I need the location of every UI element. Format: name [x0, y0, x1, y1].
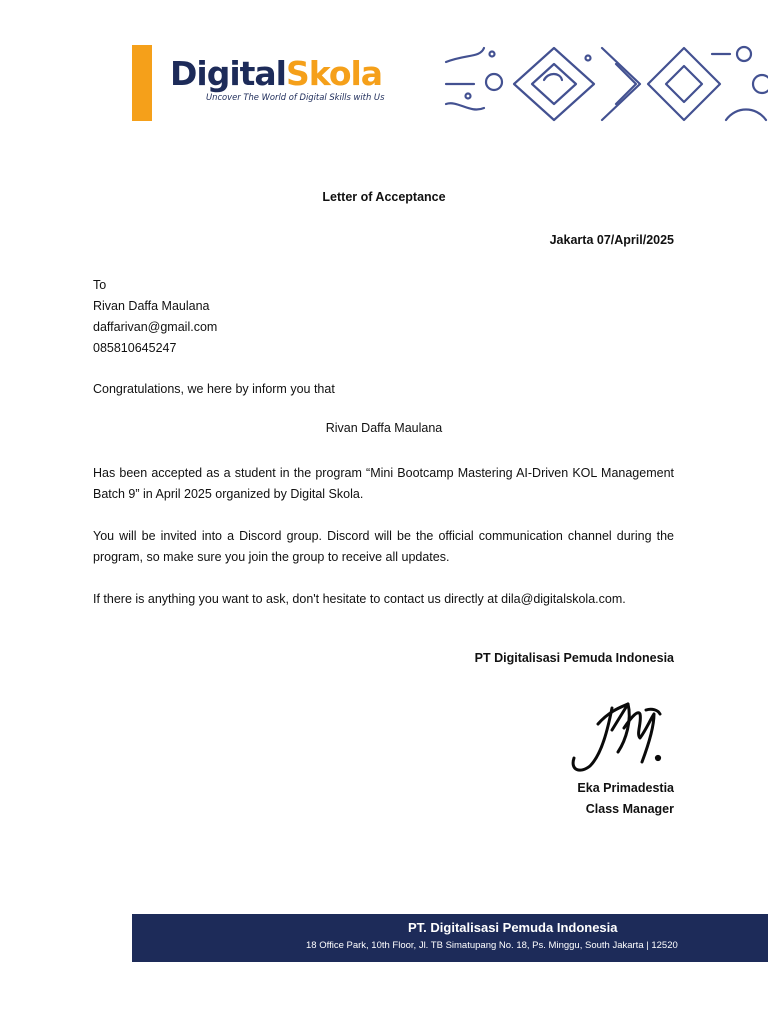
- greeting-text: Congratulations, we here by inform you that: [93, 382, 335, 396]
- student-name: Rivan Daffa Maulana: [325, 421, 443, 435]
- handwritten-signature: [528, 680, 718, 790]
- footer-band: [132, 914, 768, 962]
- logo-accent-bar: [132, 45, 152, 121]
- footer-address: 18 Office Park, 10th Floor, Jl. TB Simatupang No. 18, Ps. Minggu, South Jakarta | 12520: [306, 940, 678, 951]
- signing-company: PT Digitalisasi Pemuda Indonesia: [474, 651, 674, 665]
- signer-title: Class Manager: [585, 802, 674, 816]
- footer-company-name: PT. Digitalisasi Pemuda Indonesia: [408, 920, 618, 935]
- signer-block: [577, 778, 674, 820]
- recipient-phone: 085810645247: [93, 341, 177, 355]
- acceptance-paragraph: Has been accepted as a student in the program “Mini Bootcamp Mastering AI-Driven KOL Management Batch 9” in April 2025 organized by Digital Skola.: [93, 466, 674, 501]
- recipient-email: daffarivan@gmail.com: [93, 320, 218, 334]
- contact-paragraph: If there is anything you want to ask, don't hesitate to contact us directly at dila@digitalskola.com.: [93, 592, 626, 606]
- discord-paragraph: You will be invited into a Discord group. Discord will be the official communication channel during the program, so make sure you join the group to receive all updates.: [93, 529, 674, 564]
- digitalskola-logo: [170, 56, 430, 116]
- letter-title: Letter of Acceptance: [322, 190, 446, 204]
- recipient-block: [93, 275, 217, 359]
- logo-word-skola: Skola: [286, 54, 383, 93]
- decorative-pattern: [444, 44, 768, 122]
- logo-word-digital: Digital: [170, 54, 286, 93]
- letter-date: Jakarta 07/April/2025: [549, 233, 674, 247]
- recipient-to: To: [93, 278, 107, 292]
- logo-wordmark: [170, 56, 430, 92]
- logo-tagline: Uncover The World of Digital Skills with Us: [206, 92, 385, 102]
- signer-name: Eka Primadestia: [577, 781, 674, 795]
- recipient-name: Rivan Daffa Maulana: [93, 299, 210, 313]
